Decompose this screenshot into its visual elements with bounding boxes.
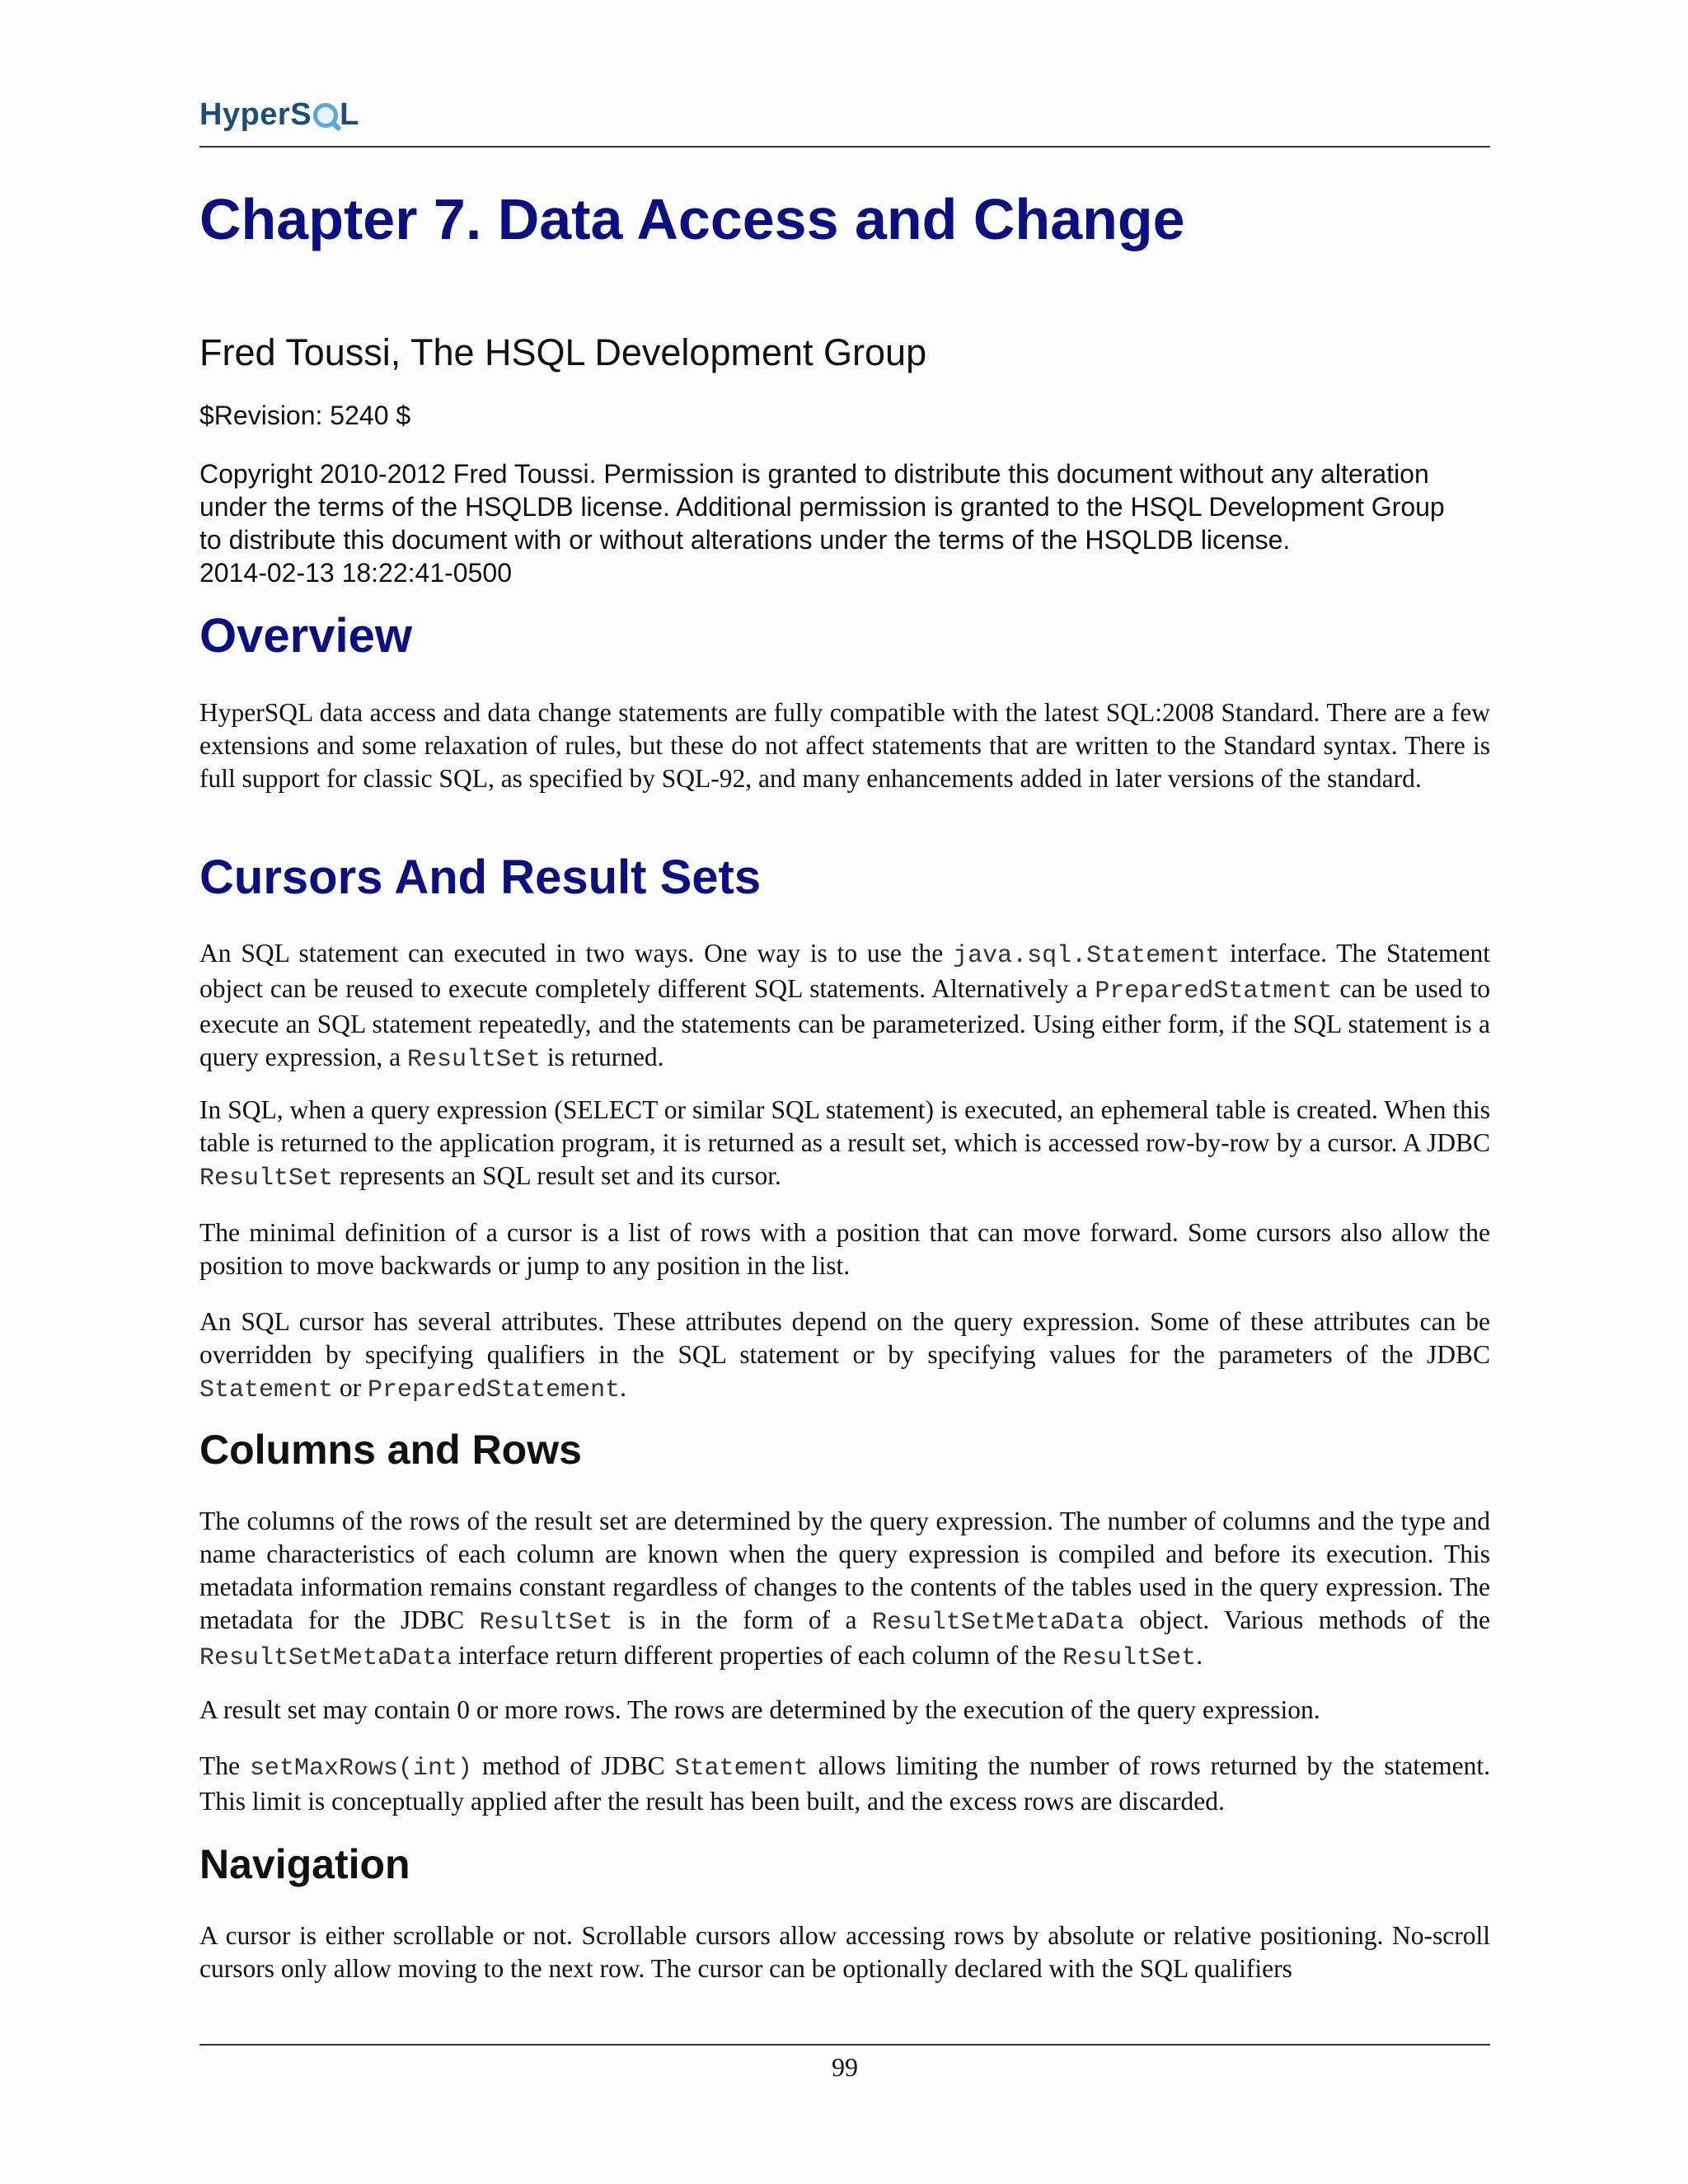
page-number: 99 (832, 2052, 858, 2082)
code-resultset: ResultSet (406, 1046, 541, 1074)
overview-heading: Overview (199, 609, 412, 663)
code-resultset: ResultSet (1062, 1644, 1197, 1672)
columns-rows-heading: Columns and Rows (199, 1427, 582, 1473)
code-setmaxrows: setMaxRows(int) (249, 1755, 472, 1783)
code-statement: Statement (199, 1376, 334, 1404)
navigation-heading: Navigation (199, 1841, 410, 1887)
header-rule (199, 146, 1490, 148)
code-statement: Statement (674, 1755, 809, 1783)
cursors-paragraph-1: An SQL statement can executed in two ways. One way is to use the java.sql.Statement interface. The Statement object can be reused to execute completely different SQL statements. Alternatively a PreparedStatment can be used to execute an SQL statement repeatedly, and the statements can be parameterized. Using either form, if the SQL statement is a query expression, a ResultSet is returned. (199, 939, 1491, 1074)
code-resultset: ResultSet (479, 1609, 613, 1637)
logo-text-b: L (340, 97, 359, 132)
cursors-paragraph-3: The minimal definition of a cursor is a list of rows with a position that can move forward. Some cursors also allow the position to move backwards or jump to any position in the list. (199, 1218, 1490, 1280)
code-preparedstatment: PreparedStatment (1095, 977, 1333, 1005)
footer-rule (199, 2044, 1490, 2046)
copyright-line: to distribute this document with or without alterations under the terms of the HSQLDB license. (199, 525, 1291, 555)
chapter-title: Chapter 7. Data Access and Change (199, 187, 1185, 251)
cursors-paragraph-4: An SQL cursor has several attributes. These attributes depend on the query expression. Some of these attributes can be overridden by specifying qualifiers in the SQL statement or by specifying values for the parameters of the JDBC Statement or PreparedStatement. (199, 1307, 1490, 1404)
hypersql-logo (199, 97, 359, 133)
columns-rows-paragraph-3: The setMaxRows(int) method of JDBC Statement allows limiting the number of rows returned by the statement. This limit is conceptually applied after the result has been built, and the excess rows are discarded. (199, 1751, 1490, 1816)
revision: $Revision: 5240 $ (199, 401, 411, 430)
navigation-paragraph: A cursor is either scrollable or not. Scrollable cursors allow accessing rows by absolute or relative positioning. No-scroll cursors only allow moving to the next row. The cursor can be optionally declared with the SQL qualifiers (199, 1921, 1490, 1983)
code-resultsetmetadata: ResultSetMetaData (199, 1644, 452, 1672)
document-page (199, 0, 1490, 2184)
cursors-paragraph-2: In SQL, when a query expression (SELECT or similar SQL statement) is executed, an ephemeral table is created. When this table is returned to the application program, it is returned as a result set, which is accessed row-by-row by a cursor. A JDBC ResultSet represents an SQL result set and its cursor. (199, 1095, 1490, 1193)
columns-rows-paragraph-1: The columns of the rows of the result set are determined by the query expression. The number of columns and the type and name characteristics of each column are known when the query expression is compiled and before its execution. This metadata information remains constant regardless of changes to the contents of the tables used in the query expression. The metadata for the JDBC ResultSet is in the form of a ResultSetMetaData object. Various methods of the ResultSetMetaData interface return different properties of each column of the ResultSet. (199, 1507, 1490, 1672)
copyright-line: Copyright 2010-2012 Fred Toussi. Permission is granted to distribute this document without any alteration (199, 459, 1429, 489)
author: Fred Toussi, The HSQL Development Group (199, 331, 927, 373)
code-preparedstatement: PreparedStatement (368, 1376, 621, 1404)
magnifier-q-icon (313, 103, 338, 128)
code-java-sql-statement: java.sql.Statement (953, 942, 1221, 970)
overview-paragraph: HyperSQL data access and data change statements are fully compatible with the latest SQL:2008 Standard. There are a few extensions and some relaxation of rules, but these do not affect statements that are written to the Standard syntax. There is full support for classic SQL, as specified by SQL-92, and many enhancements added in later versions of the standard. (199, 698, 1490, 793)
columns-rows-paragraph-2: A result set may contain 0 or more rows. The rows are determined by the execution of the query expression. (199, 1695, 1320, 1724)
logo-text-a: HyperS (199, 97, 312, 132)
copyright-line: under the terms of the HSQLDB license. Additional permission is granted to the HSQL Development Group (199, 492, 1445, 522)
code-resultsetmetadata: ResultSetMetaData (871, 1609, 1124, 1637)
copyright-notice (199, 457, 1490, 589)
copyright-date: 2014-02-13 18:22:41-0500 (199, 558, 512, 588)
code-resultset: ResultSet (199, 1165, 334, 1193)
cursors-heading: Cursors And Result Sets (199, 851, 762, 904)
